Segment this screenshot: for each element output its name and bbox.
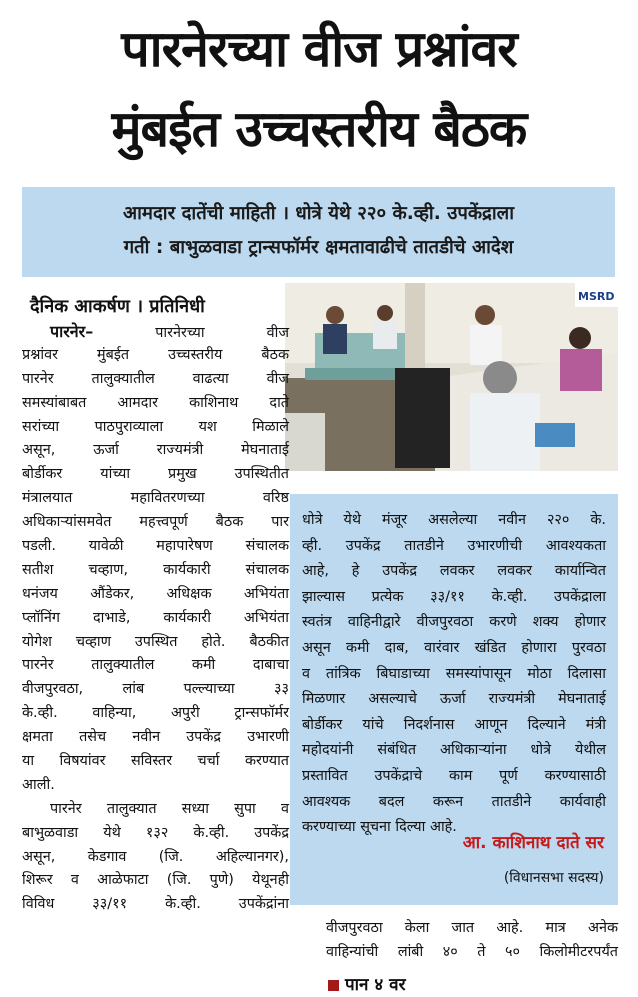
article-line: वीजपुरवठा, लांब पल्ल्याच्या ३३ xyxy=(22,681,289,698)
article-line: अधिकाऱ्यांसमवेत महत्त्वपूर्ण बैठक पार xyxy=(22,514,289,531)
article-line: आली. xyxy=(22,776,55,793)
article-line: पडली. यावेळी महापारेषण संचालक xyxy=(22,538,289,555)
article-line: पारनेर तालुक्यातील कमी दाबाचा xyxy=(22,657,289,674)
quote-line: महोदयांनी संबंधित अधिकाऱ्यांना धोत्रे येथील xyxy=(302,742,606,759)
article-line: विविध ३३/११ के.व्ही. उपकेंद्रांना xyxy=(22,896,289,913)
quote-box xyxy=(290,494,618,905)
article-line: धनंजय औंडेकर, अधिक्षक अभियंता xyxy=(22,585,289,602)
article-line: मंत्रालयात महावितरणच्या वरिष्ठ xyxy=(22,490,289,507)
article-line: बाभुळवाडा येथे १३२ के.व्ही. उपकेंद्र xyxy=(22,824,289,841)
article-line: सरांच्या पाठपुराव्याला यश मिळाले xyxy=(22,418,289,435)
continued-on-page-label: पान ४ वर xyxy=(345,975,406,995)
article-line: क्षमता तसेच नवीन उपकेंद्र उभारणी xyxy=(22,729,289,746)
article-column-1 xyxy=(22,320,289,917)
msrd-sign-text: MSRD xyxy=(578,290,615,303)
dateline: पारनेर– xyxy=(50,322,94,341)
article-first-line xyxy=(22,320,289,344)
quote-line: स्वतंत्र वाहिनीद्वारे वीजपुरवठा करणे शक्य होणार xyxy=(302,614,606,631)
meeting-photo-illustration xyxy=(285,283,618,471)
article-line: पारनेरच्या वीज xyxy=(155,325,289,341)
article-line: पारनेर तालुक्यातील वाढत्या वीज xyxy=(22,370,289,387)
quote-line: प्रस्तावित उपकेंद्राचे काम पूर्ण करण्यासाठी xyxy=(302,767,606,784)
article-line: प्रश्नांवर मुंबईत उच्चस्तरीय बैठक xyxy=(22,346,289,363)
headline-line-2: मुंबईत उच्चस्तरीय बैठक xyxy=(111,100,527,158)
quote-line: करण्याच्या सूचना दिल्या आहे. xyxy=(302,819,457,836)
quote-line: आहे, हे उपकेंद्र लवकर लवकर कार्यान्वित xyxy=(302,563,606,580)
article-line: वीजपुरवठा केला जात आहे. मात्र अनेक xyxy=(326,920,618,936)
article-line: शिरूर व आळेफाटा (जि. पुणे) येथूनही xyxy=(22,872,289,889)
quote-line: असून कमी दाब, वारंवार खंडित होणारा पुरवठा xyxy=(302,639,606,656)
quote-text xyxy=(302,508,606,841)
quote-line: धोत्रे येथे मंजूर असलेल्या नवीन २२० के. xyxy=(302,512,606,528)
article-line: बोर्डीकर यांच्या प्रमुख उपस्थितीत xyxy=(22,466,289,483)
article-line: सतीश चव्हाण, कार्यकारी संचालक xyxy=(22,561,289,578)
headline-line-1: पारनेरच्या वीज प्रश्नांवर xyxy=(121,20,517,78)
meeting-photo xyxy=(285,283,618,471)
subheadline-line-1: आमदार दातेंची माहिती । धोत्रे येथे २२० के.व्ही. उपकेंद्राला xyxy=(122,203,515,224)
quote-line: व्ही. उपकेंद्र तातडीने उभारणीची आवश्यकता xyxy=(302,537,606,554)
byline: दैनिक आकर्षण । प्रतिनिधी xyxy=(30,296,205,317)
subheadline-line-2: गती : बाभुळवाडा ट्रान्सफॉर्मर क्षमतावाढीचे तातडीचे आदेश xyxy=(123,237,514,258)
red-square-icon xyxy=(328,980,339,991)
quote-author-role: (विधानसभा सदस्य) xyxy=(503,870,604,886)
quote-line: व तांत्रिक बिघाडाच्या समस्यांपासून मोठा दिलासा xyxy=(302,665,606,682)
article-line: प्लॉनिंग दाभाडे, कार्यकारी अभियंता xyxy=(22,609,289,626)
continued-on-page-marker xyxy=(328,972,406,995)
quote-author-name: आ. काशिनाथ दाते सर xyxy=(462,833,604,853)
article-line: समस्यांबाबत आमदार काशिनाथ दाते xyxy=(22,394,289,411)
quote-line: झाल्यास प्रत्येक ३३/११ के.व्ही. उपकेंद्राला xyxy=(302,588,606,605)
article-line: पारनेर तालुक्यात सध्या सुपा व xyxy=(50,800,289,817)
article-line: के.व्ही. वाहिन्या, अपुरी ट्रान्सफॉर्मर xyxy=(22,705,289,722)
article-line: वाहिन्यांची लांबी ४० ते ५० किलोमीटरपर्यंत xyxy=(326,944,618,960)
article-line: या विषयांवर सविस्तर चर्चा करण्यात xyxy=(22,753,289,770)
article-line: असून, केडगाव (जि. अहिल्यानगर), xyxy=(22,848,289,865)
article-line: योगेश चव्हाण उपस्थित होते. बैठकीत xyxy=(22,633,289,650)
quote-line: मिळणार असल्याचे ऊर्जा राज्यमंत्री मेघनाताई xyxy=(302,691,606,708)
quote-line: बोर्डीकर यांचे निदर्शनास आणून दिल्याने मंत्री xyxy=(302,716,606,733)
subheadline-box xyxy=(22,187,615,277)
article-continued-text xyxy=(326,916,618,964)
quote-line: आवश्यक बदल करून तातडीने कार्यवाही xyxy=(302,793,606,810)
article-line: असून, ऊर्जा राज्यमंत्री मेघनाताई xyxy=(22,442,289,459)
